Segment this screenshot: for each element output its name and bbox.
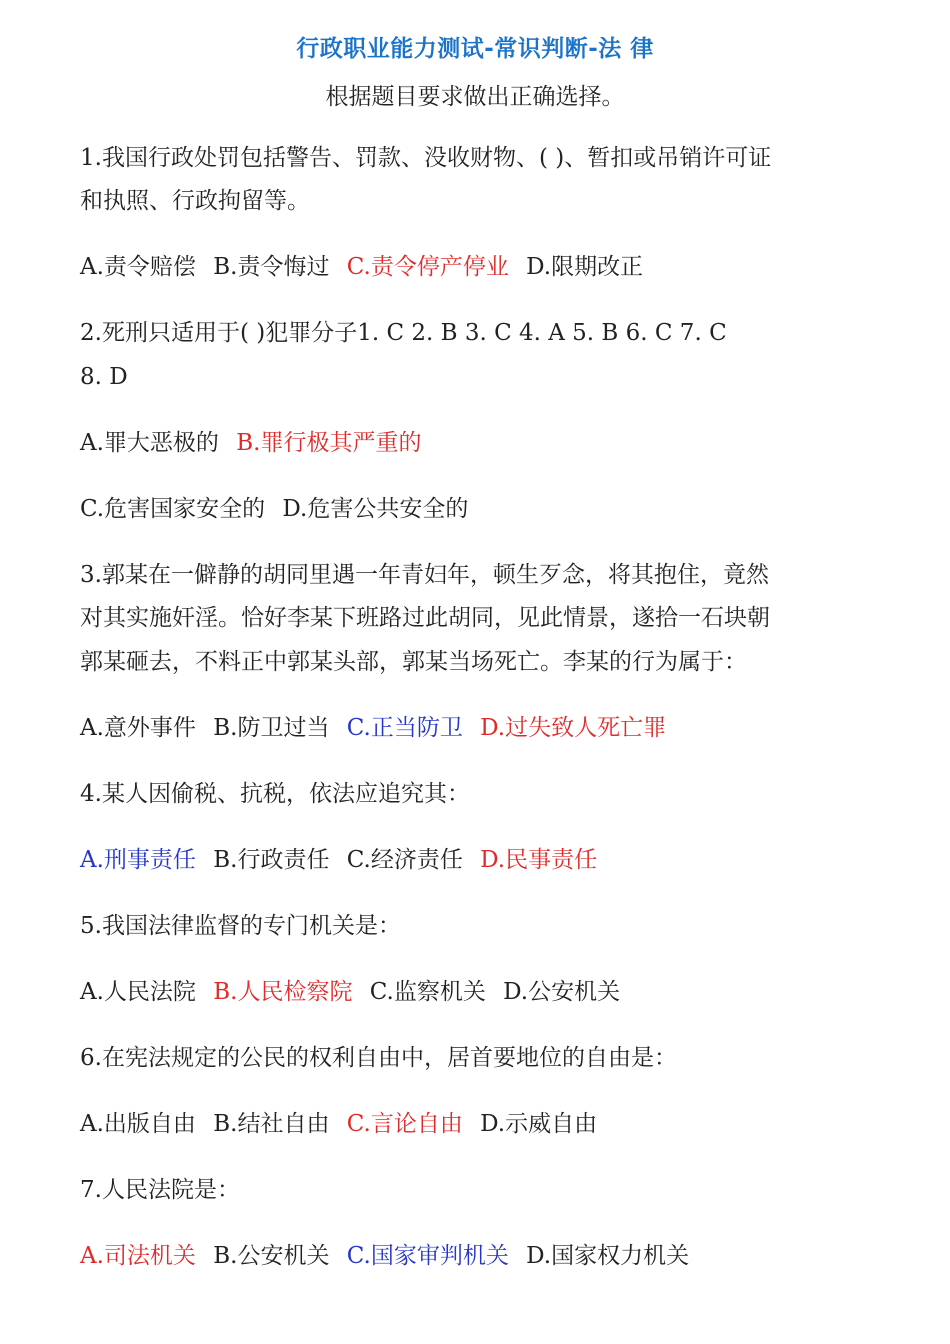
- option-c: C.经济责任: [346, 847, 463, 873]
- option-b: B.公安机关: [213, 1243, 330, 1269]
- option-d: D.过失致人死亡罪: [480, 715, 667, 741]
- question-7-options: [80, 1235, 870, 1278]
- question-4-line-1: 4.某人因偷税、抗税，依法应追究其：: [80, 781, 470, 807]
- option-c: C.国家审判机关: [346, 1243, 509, 1269]
- option-a: A.出版自由: [80, 1111, 196, 1137]
- question-1-options: [80, 246, 870, 289]
- question-2-line-2: 8. D: [80, 364, 128, 390]
- option-a: A.司法机关: [80, 1243, 196, 1269]
- question-2-options-row-1: [80, 422, 870, 465]
- option-d: D.危害公共安全的: [282, 496, 469, 522]
- option-c: C.危害国家安全的: [80, 496, 266, 522]
- option-d: D.公安机关: [503, 979, 621, 1005]
- question-4-options: [80, 839, 870, 882]
- option-d: D.国家权力机关: [526, 1243, 690, 1269]
- question-3-line-1: 3.郭某在一僻静的胡同里遇一年青妇年，顿生歹念，将其抱住，竟然: [80, 562, 769, 588]
- question-1-line-1: 1.我国行政处罚包括警告、罚款、没收财物、( )、暂扣或吊销许可证: [80, 145, 772, 171]
- option-b: B.责令悔过: [213, 254, 330, 280]
- option-d: D.民事责任: [480, 847, 598, 873]
- option-b: B.行政责任: [213, 847, 330, 873]
- option-d: D.示威自由: [480, 1111, 598, 1137]
- question-5-line-1: 5.我国法律监督的专门机关是：: [80, 913, 401, 939]
- option-d: D.限期改正: [526, 254, 644, 280]
- option-b: B.防卫过当: [213, 715, 330, 741]
- question-6-line-1: 6.在宪法规定的公民的权利自由中，居首要地位的自由是：: [80, 1045, 677, 1071]
- question-3-line-2: 对其实施奸淫。恰好李某下班路过此胡同，见此情景，遂拾一石块朝: [80, 605, 770, 631]
- option-a: A.人民法院: [80, 979, 196, 1005]
- question-6-options: [80, 1103, 870, 1146]
- option-c: C.正当防卫: [346, 715, 463, 741]
- question-3-line-3: 郭某砸去，不料正中郭某头部，郭某当场死亡。李某的行为属于：: [80, 649, 747, 675]
- option-b: B.结社自由: [213, 1111, 330, 1137]
- option-a: A.责令赔偿: [80, 254, 196, 280]
- option-a: A.刑事责任: [80, 847, 196, 873]
- option-c: C.责令停产停业: [346, 254, 509, 280]
- question-7-line-1: 7.人民法院是：: [80, 1177, 240, 1203]
- option-c: C.言论自由: [346, 1111, 463, 1137]
- page-title: 行政职业能力测试-常识判断-法 律: [296, 36, 654, 62]
- question-2-line-1: 2.死刑只适用于( )犯罪分子1. C 2. B 3. C 4. A 5. B 6. C 7. C: [80, 320, 727, 346]
- option-c: C.监察机关: [369, 979, 486, 1005]
- question-2-options-row-2: [80, 488, 870, 531]
- instruction-text: 根据题目要求做出正确选择。: [325, 84, 625, 110]
- question-3-options: [80, 707, 870, 750]
- option-a: A.意外事件: [80, 715, 196, 741]
- option-a: A.罪大恶极的: [80, 430, 219, 456]
- option-b: B.罪行极其严重的: [236, 430, 422, 456]
- option-b: B.人民检察院: [213, 979, 353, 1005]
- question-1-line-2: 和执照、行政拘留等。: [80, 188, 310, 214]
- question-5-options: [80, 971, 870, 1014]
